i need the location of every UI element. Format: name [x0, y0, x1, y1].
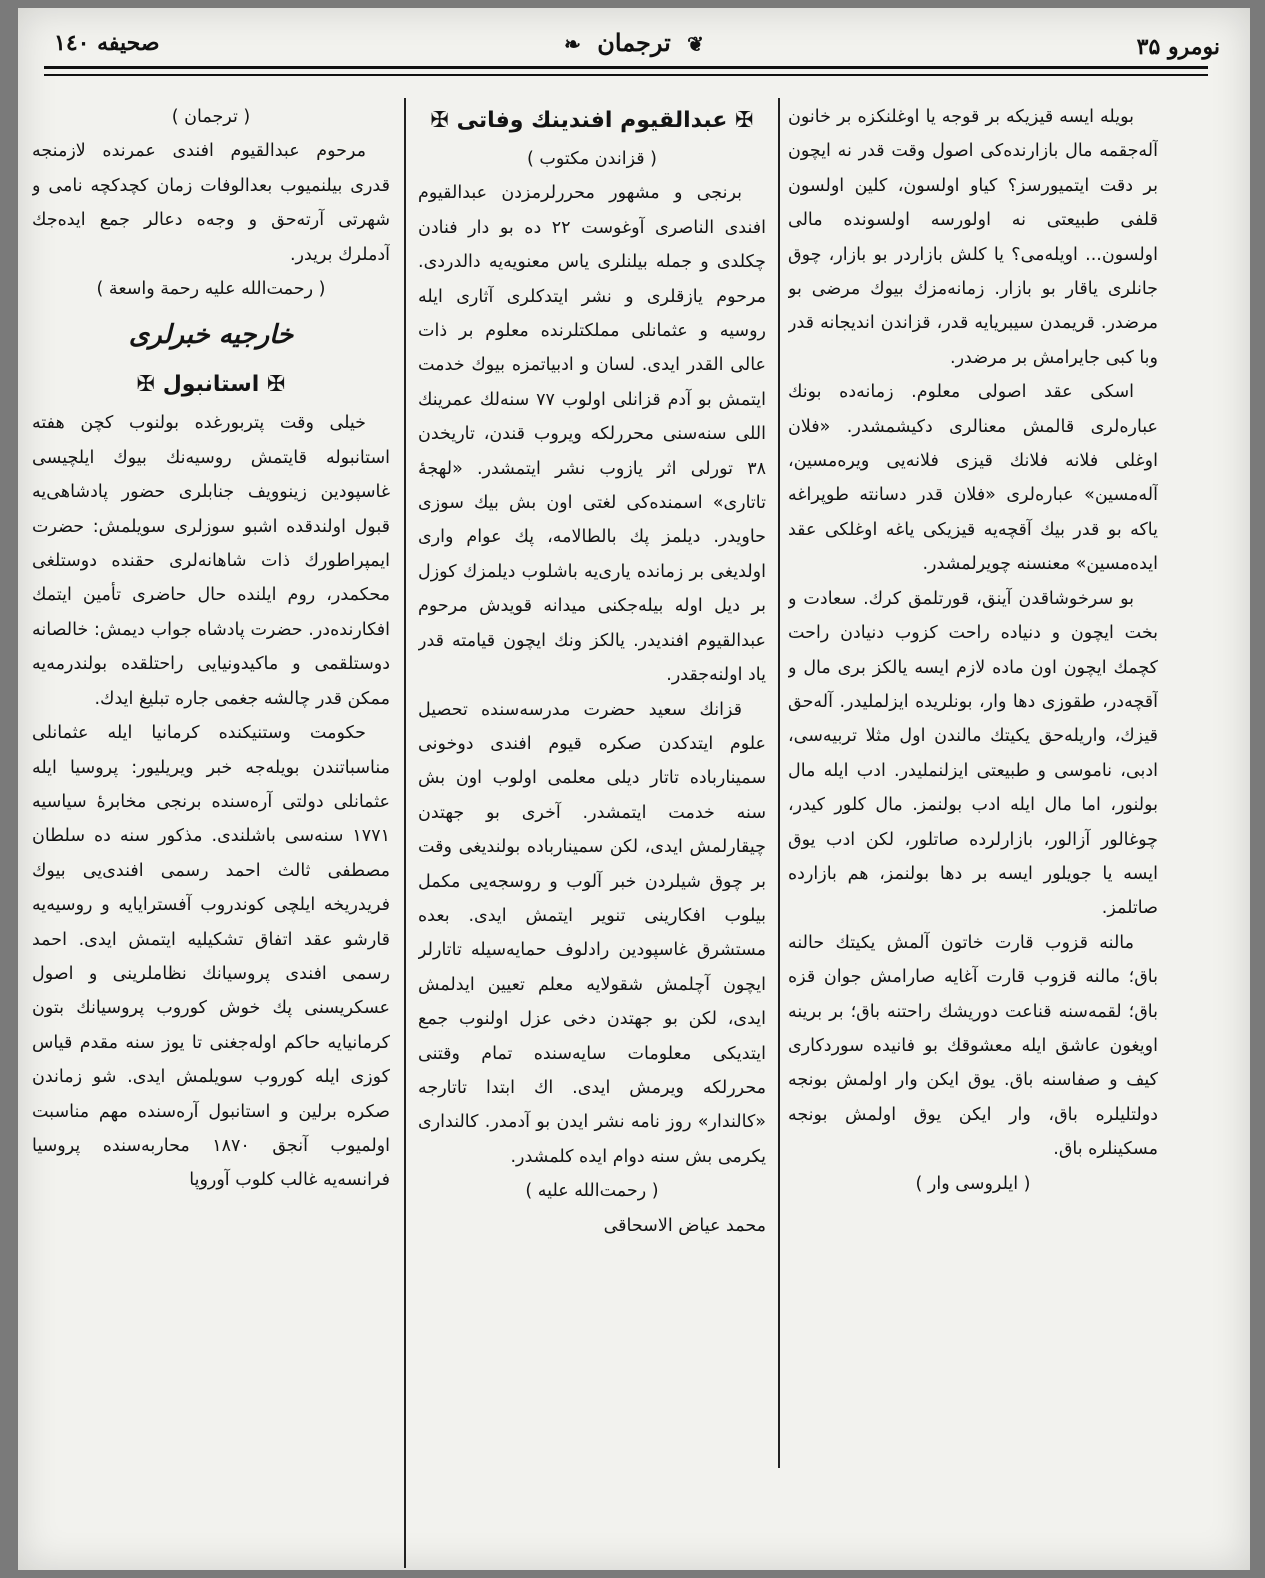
page-number: صحیفه ١٤٠	[54, 30, 160, 56]
paragraph: مرحوم عبدالقیوم افندی عمرنده لازمنجه قدری بیلنمیوب بعدالوفات زمان کچدکچه نامی و شهرتی آرته‌حق و وجه‌ه دعالر جمع ایده‌جك آدملرك بریدر.	[32, 141, 390, 265]
masthead	[18, 28, 1250, 57]
paragraph: خیلی وقت پتربورغده بولنوب کچن هفته استانبوله قایتمش روسیه‌نك بیوك ایلچیسی غاسپودین زینوویف جنابلری حضور پادشاهی‌یه قبول اولندقده اشبو سوزلری سویلمش: حضرت ایمپراطورك ذات شاهانه‌لری حقنده دوستلغی محکمدر، روم ایلنده حال حاضری تأمین ایتمك افکارنده‌در. حضرت پادشاه جواب دیمش: خالصانه دوستلقمی و ماکیدونیایی راحتلقده بولندرمه‌یه ممکن قدر چالشه جغمی جاره تبلیغ ایدك.	[32, 413, 390, 709]
column-middle	[418, 100, 766, 1550]
ornament-icon: ✠	[136, 372, 156, 398]
issue-number: نومرو ۳۵	[1136, 34, 1220, 60]
column-left	[32, 100, 390, 1550]
paragraph: مالنه قزوب قارت خاتون آلمش یکیتك حالنه باق؛ مالنه قزوب قارت آغایه صارامش جوان قزه باق؛ لقمه‌سنه قناعت دوریشك راحتنه باق؛ بر برینه اویغون عاشق ایله معشوقك بو فانیده سوردکاری کیف و صفاسنه باق. یوق ایکن وار اولمش بونجه دولتلیلره باق، وار ایکن یوق اولمش بونجه مسکینلره باق.	[788, 932, 1158, 1160]
section-heading: خارجیه خبرلری	[128, 320, 294, 351]
continued-note: ( ایلروسی وار )	[915, 1173, 1031, 1194]
author-signature: محمد عیاض الاسحاقی	[603, 1215, 766, 1236]
newspaper-page	[18, 8, 1250, 1570]
header-rule	[44, 66, 1208, 69]
masthead-title: ترجمان	[597, 28, 671, 57]
header-rule-thin	[44, 74, 1208, 76]
ornament-icon: ✠	[430, 108, 449, 133]
ornament-icon: ❦	[687, 32, 704, 56]
paragraph: بو سرخوشاقدن آینق، قورتلمق کرك. سعادت و بخت ایچون و دنیاده راحت کزوب دنیادن راحت کچمك ایچون اون ماده لازم ایسه یالکز بری مال و آقچه‌در، طقوزی دها وار، بونلریده ایزلملیدر. آله‌حق قیزك، وار‌یله‌حق یکیتك مالندن اول مثلا تربیه‌سی، ادبی، ناموسی و طبیعتی ایزلنملیدر. ادب ایله مال بولنور، اما مال ایله ادب بولنمز. مال کلور کیدر، چوغالور آزالور، بازارلرده صاتلور، لکن ادب یوق ایسه یا جویلور ایسه بر دها بولنمز، هم بازارده صاتلمز.	[788, 588, 1158, 919]
column-divider	[404, 98, 406, 1568]
dateline-heading: ✠ استانبول ✠	[136, 372, 286, 398]
paragraph: قزانك سعید حضرت مدرسه‌سنده تحصیل علوم ایتدکدن صکره قیوم افندی دوخونی سمینارباده تاتار دیلی معلمی اولوب اون بش سنه خدمت ایتمشدر. آخری بو جهتدن چیقارلمش ایدی، لکن سمینارباده بولندیغی وقت بر چوق شیلردن خبر آلوب و روسجه‌یی مکمل بیلوب افکارینی تنویر ایتمش ایدی. بعده مستشرق غاسپودین رادلوف حمایه‌سیله تاتارلر ایچون آچلمش شقولایه معلم تعیین ایدلمش ایدی، لکن بو جهتدن دخی عزل اولنوب جمع ایتدیکی معلومات سایه‌سنده تمام وقتنی محررلکه ویرمش ایدی. اك ابتدا تاتارجه «کالندار» روز نامه نشر ایدن بو آدمدر. کالنداری یکرمی بش سنه دوام ایده کلمشدر.	[418, 699, 766, 1167]
editor-label: ( ترجمان )	[171, 107, 251, 127]
obituary-title: ✠ عبدالقیوم افندینك وفاتی ✠	[430, 108, 754, 133]
ornament-icon: ✠	[266, 372, 286, 398]
ornament-icon: ❧	[564, 32, 581, 56]
obituary-subtitle: ( قزاندن مکتوب )	[527, 149, 657, 169]
ornament-icon: ✠	[735, 108, 754, 133]
paragraph: اسکی عقد اصولی معلوم. زمانه‌ده بونك عباره‌لری قالمش معنالری دکیشمشدر. «فلان اوغلی فلانه فلانك قیزی فلانه‌یی ویره‌مسین، آله‌مسین» عباره‌لری «فلان قدر دسانته طوپراغه یاکه بو قدر بیك آقچه‌یه قیزیکی یا‌غه اوغلکی عقد ایده‌مسین» معنسنه چویرلمشدر.	[788, 382, 1158, 575]
column-divider	[778, 98, 780, 1468]
column-right	[788, 100, 1158, 1550]
paragraph: برنجی و مشهور محررلرمزدن عبدالقیوم افندی الناصری آوغوست ۲۲ ده بو دار فنادن چکلدی و جمله بیلنلری یاس معنویه‌یه دالدردی. مرحوم یازقلری و نشر ایتدکلری آثاری ایله روسیه و عثمانلی مملکتلرنده معلوم بر ذات عالی القدر ایدی. لسان و ادبیاتمزه بیوك خدمت ایتمش بو آدم قزانلی اولوب ۷۷ سنه‌لك عمرینك اللی سنه‌سنی محررلکه ویروب قندن، تاریخدن ۳۸ تورلی اثر یازوب نشر ایتمشدر. «لهجهٔ تاتاری» اسمنده‌کی لغتی اون بش بیك سوزی حاویدر. دیلمز پك بالطالامه، پك عوام واری اولدیغی بر زمانده یاری‌یه باشلوب دیلمزك کوزل بر دیل اوله بیله‌جکنی میدانه قویدش مرحوم عبدالقیوم افندیدر. یالکز ونك ایچون قیامته قدر یاد اولنه‌جقدر.	[418, 183, 766, 686]
paragraph: حکومت وستنیکنده کرمانیا ایله عثمانلی مناسباتندن بویله‌جه خبر ویریلیور: پروسیا ایله عثمانلی دولتی آره‌سنده برنجی مخابرهٔ سیاسیه ۱۷۷۱ سنه‌سی باشلندی. مذکور سنه ده سلطان مصطفی ثالث احمد رسمی افندی‌یی بیوك فریدریخه ایلچی کوندروب آفسترایایه و روسیه‌یه قارشو عقد اتفاق تشکیلیه ایتمش ایدی. احمد رسمی افندی پروسیانك نظاملرینی و اصول عسکریسنی پك خوش کوروب پروسیانك بتون کرمانیایه حاکم اوله‌جغنی تا یوز سنه مقدم قیاس کوزی ایله کوروب سویلمش ایدی. شو زماندن صکره برلین و استانبول آره‌سنده مهم مناسبت اولمیوب آنجق ۱۸۷۰ محاربه‌سنده پروسیا فرانسه‌یه غالب کلوب آوروپا	[32, 723, 390, 1191]
paragraph: بویله ایسه قیزیکه بر قوجه یا اوغلنکزه بر خانون آله‌جقمه مال بازارنده‌کی اصول وقت قدر نه ایچون بر دقت ایتمیورسز؟ کیاو اولسون، کلین اولسون قلفی طبیعتی نه اولورسه اولسونده مالی اولسون... اویله‌می؟ یا کلش بازاردر بو بازار، چوق جانلری یاقار بو بازار. زمانه‌مزك بیوك مرضی بو مرضدر. قریمدن سیبریایه قدر، قزاندن اندیجانه قدر وبا کبی جایرامش بر مرضدر.	[788, 107, 1158, 368]
prayer-line: ( رحمت‌الله علیه رحمة واسعة )	[96, 279, 326, 300]
page-header	[18, 22, 1250, 72]
prayer-line: ( رحمت‌الله علیه )	[525, 1181, 659, 1202]
